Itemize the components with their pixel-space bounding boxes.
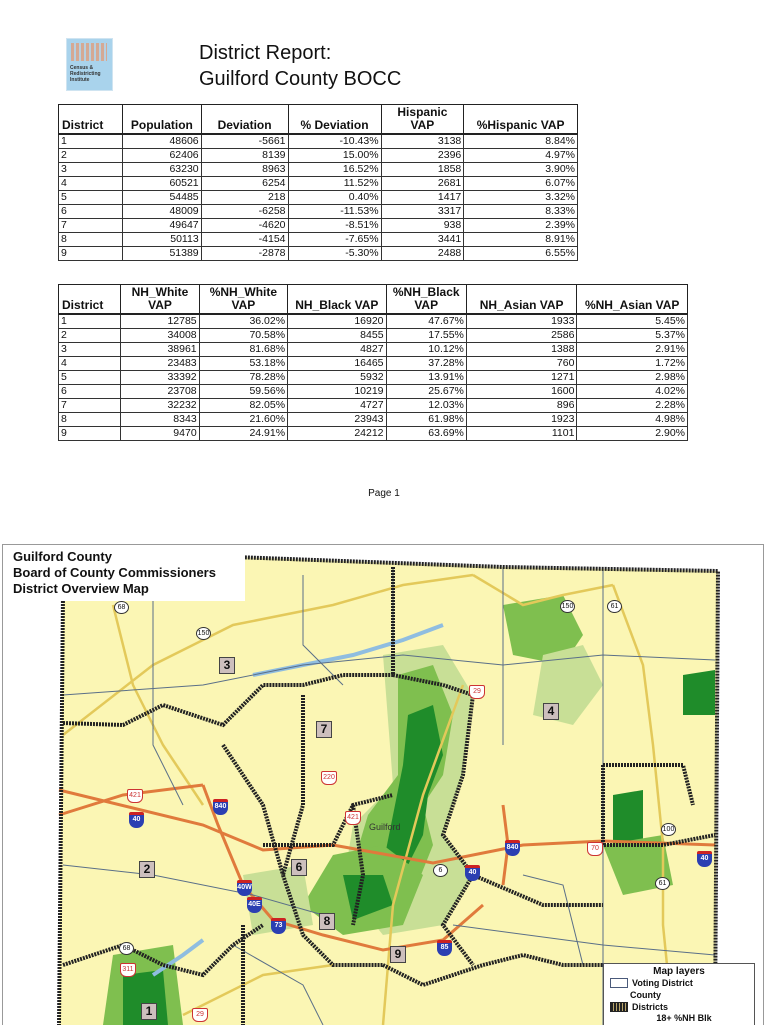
value-cell: 25.67%: [386, 385, 466, 399]
district-cell: 7: [59, 219, 123, 233]
legend-item-county: County: [630, 990, 661, 1000]
value-cell: 15.00%: [288, 149, 381, 163]
value-cell: 8455: [288, 329, 386, 343]
col-header-deviation: Deviation: [201, 105, 288, 135]
district-border-swatch-icon: [610, 1002, 628, 1012]
value-cell: 6254: [201, 177, 288, 191]
col-header-pct-nh-black-vap: %NH_Black VAP: [386, 285, 466, 315]
table-row: [59, 385, 688, 399]
value-cell: 2681: [381, 177, 464, 191]
value-cell: 23708: [121, 385, 199, 399]
institute-logo: [66, 38, 113, 91]
table-row: [59, 314, 688, 329]
district-cell: 9: [59, 427, 121, 441]
interstate-shield-icon: 73: [271, 918, 286, 934]
value-cell: -10.43%: [288, 134, 381, 149]
value-cell: 1858: [381, 163, 464, 177]
table-row: [59, 163, 578, 177]
district-cell: 4: [59, 357, 121, 371]
value-cell: 5.37%: [577, 329, 688, 343]
map-title-line3: District Overview Map: [13, 581, 149, 596]
value-cell: 218: [201, 191, 288, 205]
value-cell: 1600: [466, 385, 577, 399]
table-row: [59, 219, 578, 233]
interstate-shield-icon: 85: [437, 940, 452, 956]
district-cell: 6: [59, 205, 123, 219]
value-cell: 23483: [121, 357, 199, 371]
value-cell: 49647: [123, 219, 202, 233]
map-canvas: [3, 545, 763, 1025]
value-cell: 2.39%: [464, 219, 578, 233]
value-cell: -4620: [201, 219, 288, 233]
district-cell: 4: [59, 177, 123, 191]
table-row: [59, 191, 578, 205]
value-cell: 21.60%: [199, 413, 287, 427]
value-cell: 60521: [123, 177, 202, 191]
value-cell: 8.84%: [464, 134, 578, 149]
value-cell: 1923: [466, 413, 577, 427]
logo-figures: [71, 43, 107, 61]
value-cell: 16.52%: [288, 163, 381, 177]
us-route-shield-icon: 220: [321, 771, 337, 785]
col-header-hispanic-vap: Hispanic VAP: [381, 105, 464, 135]
value-cell: 1101: [466, 427, 577, 441]
map-legend: [603, 963, 755, 1025]
interstate-shield-icon: 840: [213, 799, 228, 815]
value-cell: 9470: [121, 427, 199, 441]
state-route-shield-icon: 100: [661, 823, 676, 836]
value-cell: 938: [381, 219, 464, 233]
value-cell: -4154: [201, 233, 288, 247]
district-label-2[interactable]: 2: [139, 861, 155, 878]
district-cell: 1: [59, 314, 121, 329]
value-cell: 13.91%: [386, 371, 466, 385]
value-cell: 10.12%: [386, 343, 466, 357]
value-cell: 11.52%: [288, 177, 381, 191]
value-cell: 32232: [121, 399, 199, 413]
value-cell: 6.55%: [464, 247, 578, 261]
col-header-nh-black-vap: NH_Black VAP: [288, 285, 386, 315]
report-title: [199, 40, 401, 92]
value-cell: 48009: [123, 205, 202, 219]
district-label-8[interactable]: 8: [319, 913, 335, 930]
value-cell: 23943: [288, 413, 386, 427]
table-header-row: [59, 285, 688, 315]
page-number: Page 1: [368, 488, 400, 499]
value-cell: 896: [466, 399, 577, 413]
value-cell: 59.56%: [199, 385, 287, 399]
value-cell: 48606: [123, 134, 202, 149]
table-row: [59, 329, 688, 343]
value-cell: 62406: [123, 149, 202, 163]
legend-item-voting-district: Voting District: [610, 977, 754, 989]
value-cell: 760: [466, 357, 577, 371]
district-cell: 8: [59, 413, 121, 427]
report-title-line1: District Report:: [199, 42, 332, 64]
value-cell: 70.58%: [199, 329, 287, 343]
table-row: [59, 247, 578, 261]
value-cell: -11.53%: [288, 205, 381, 219]
value-cell: -5661: [201, 134, 288, 149]
us-route-shield-icon: 421: [345, 811, 361, 825]
voting-district-swatch-icon: [610, 978, 628, 988]
col-header-nh-white-vap: NH_White VAP: [121, 285, 199, 315]
table-row: [59, 205, 578, 219]
state-route-shield-icon: 6: [433, 864, 448, 877]
value-cell: 5.45%: [577, 314, 688, 329]
value-cell: 6.07%: [464, 177, 578, 191]
legend-item-districts: Districts: [610, 1001, 754, 1013]
value-cell: 17.55%: [386, 329, 466, 343]
table-row: [59, 233, 578, 247]
logo-text: Census & Redistricting Institute: [70, 65, 101, 83]
value-cell: 82.05%: [199, 399, 287, 413]
district-cell: 3: [59, 163, 123, 177]
state-route-shield-icon: 61: [607, 600, 622, 613]
district-cell: 5: [59, 191, 123, 205]
value-cell: 8963: [201, 163, 288, 177]
value-cell: 2396: [381, 149, 464, 163]
col-header-district: District: [59, 105, 123, 135]
interstate-shield-icon: 40: [697, 851, 712, 867]
value-cell: 63230: [123, 163, 202, 177]
value-cell: 8343: [121, 413, 199, 427]
value-cell: 4.97%: [464, 149, 578, 163]
value-cell: 3441: [381, 233, 464, 247]
value-cell: 0.40%: [288, 191, 381, 205]
value-cell: 3.32%: [464, 191, 578, 205]
us-route-shield-icon: 29: [469, 685, 485, 699]
col-header-district: District: [59, 285, 121, 315]
race-vap-table: [58, 284, 688, 441]
table-row: [59, 149, 578, 163]
col-header-pct-hispanic-vap: %Hispanic VAP: [464, 105, 578, 135]
interstate-shield-icon: 40: [465, 865, 480, 881]
interstate-shield-icon: 40E: [247, 897, 262, 913]
value-cell: 10219: [288, 385, 386, 399]
value-cell: 16920: [288, 314, 386, 329]
value-cell: 1388: [466, 343, 577, 357]
table-row: [59, 399, 688, 413]
district-cell: 8: [59, 233, 123, 247]
value-cell: 4.98%: [577, 413, 688, 427]
map-title-line2: Board of County Commissioners: [13, 565, 216, 580]
district-label-3[interactable]: 3: [219, 657, 235, 674]
map-title-block: [5, 545, 245, 601]
value-cell: 3317: [381, 205, 464, 219]
value-cell: 1933: [466, 314, 577, 329]
value-cell: 54485: [123, 191, 202, 205]
value-cell: 38961: [121, 343, 199, 357]
value-cell: -7.65%: [288, 233, 381, 247]
value-cell: 4727: [288, 399, 386, 413]
value-cell: 1417: [381, 191, 464, 205]
value-cell: 16465: [288, 357, 386, 371]
district-cell: 2: [59, 329, 121, 343]
value-cell: 81.68%: [199, 343, 287, 357]
state-route-shield-icon: 150: [196, 627, 211, 640]
interstate-shield-icon: 40: [129, 812, 144, 828]
state-route-shield-icon: 68: [114, 601, 129, 614]
district-cell: 1: [59, 134, 123, 149]
district-label-9[interactable]: 9: [390, 946, 406, 963]
value-cell: 8.91%: [464, 233, 578, 247]
value-cell: 1.72%: [577, 357, 688, 371]
city-label-guilford: Guilford: [369, 822, 401, 832]
district-cell: 2: [59, 149, 123, 163]
district-cell: 5: [59, 371, 121, 385]
legend-title: Map layers: [653, 966, 705, 977]
value-cell: -5.30%: [288, 247, 381, 261]
value-cell: 2586: [466, 329, 577, 343]
table-row: [59, 357, 688, 371]
value-cell: 4.02%: [577, 385, 688, 399]
value-cell: 2488: [381, 247, 464, 261]
value-cell: 8.33%: [464, 205, 578, 219]
value-cell: 12785: [121, 314, 199, 329]
table-header-row: [59, 105, 578, 135]
value-cell: 5932: [288, 371, 386, 385]
value-cell: 4827: [288, 343, 386, 357]
value-cell: 51389: [123, 247, 202, 261]
value-cell: 24212: [288, 427, 386, 441]
district-label-7[interactable]: 7: [316, 721, 332, 738]
district-label-1[interactable]: 1: [141, 1003, 157, 1020]
state-route-shield-icon: 68: [119, 942, 134, 955]
district-label-6[interactable]: 6: [291, 859, 307, 876]
table-row: [59, 427, 688, 441]
us-route-shield-icon: 70: [587, 842, 603, 856]
value-cell: -6258: [201, 205, 288, 219]
district-label-4[interactable]: 4: [543, 703, 559, 720]
value-cell: 37.28%: [386, 357, 466, 371]
value-cell: 61.98%: [386, 413, 466, 427]
district-cell: 3: [59, 343, 121, 357]
table-row: [59, 134, 578, 149]
district-overview-map[interactable]: [2, 544, 764, 1025]
col-header-pct-nh-asian-vap: %NH_Asian VAP: [577, 285, 688, 315]
value-cell: 33392: [121, 371, 199, 385]
value-cell: 3.90%: [464, 163, 578, 177]
table-row: [59, 343, 688, 357]
col-header-pct-deviation: % Deviation: [288, 105, 381, 135]
value-cell: 2.28%: [577, 399, 688, 413]
district-cell: 7: [59, 399, 121, 413]
district-cell: 6: [59, 385, 121, 399]
value-cell: 2.98%: [577, 371, 688, 385]
value-cell: 78.28%: [199, 371, 287, 385]
value-cell: 34008: [121, 329, 199, 343]
value-cell: 47.67%: [386, 314, 466, 329]
us-route-shield-icon: 311: [120, 963, 136, 977]
col-header-nh-asian-vap: NH_Asian VAP: [466, 285, 577, 315]
value-cell: 36.02%: [199, 314, 287, 329]
state-route-shield-icon: 150: [560, 600, 575, 613]
table-row: [59, 413, 688, 427]
col-header-population: Population: [123, 105, 202, 135]
district-cell: 9: [59, 247, 123, 261]
value-cell: 24.91%: [199, 427, 287, 441]
legend-subheading: 18+ %NH Blk: [656, 1013, 712, 1023]
value-cell: 2.91%: [577, 343, 688, 357]
col-header-pct-nh-white-vap: %NH_White VAP: [199, 285, 287, 315]
report-title-line2: Guilford County BOCC: [199, 68, 402, 90]
us-route-shield-icon: 29: [192, 1008, 208, 1022]
value-cell: 50113: [123, 233, 202, 247]
value-cell: 53.18%: [199, 357, 287, 371]
state-route-shield-icon: 61: [655, 877, 670, 890]
table-row: [59, 177, 578, 191]
value-cell: 8139: [201, 149, 288, 163]
interstate-shield-icon: 840: [505, 840, 520, 856]
us-route-shield-icon: 421: [127, 789, 143, 803]
interstate-shield-icon: 40W: [237, 880, 252, 896]
population-table: [58, 104, 578, 261]
value-cell: -8.51%: [288, 219, 381, 233]
value-cell: 12.03%: [386, 399, 466, 413]
value-cell: 63.69%: [386, 427, 466, 441]
value-cell: -2878: [201, 247, 288, 261]
value-cell: 2.90%: [577, 427, 688, 441]
table-row: [59, 371, 688, 385]
value-cell: 1271: [466, 371, 577, 385]
value-cell: 3138: [381, 134, 464, 149]
map-title-line1: Guilford County: [13, 549, 112, 564]
